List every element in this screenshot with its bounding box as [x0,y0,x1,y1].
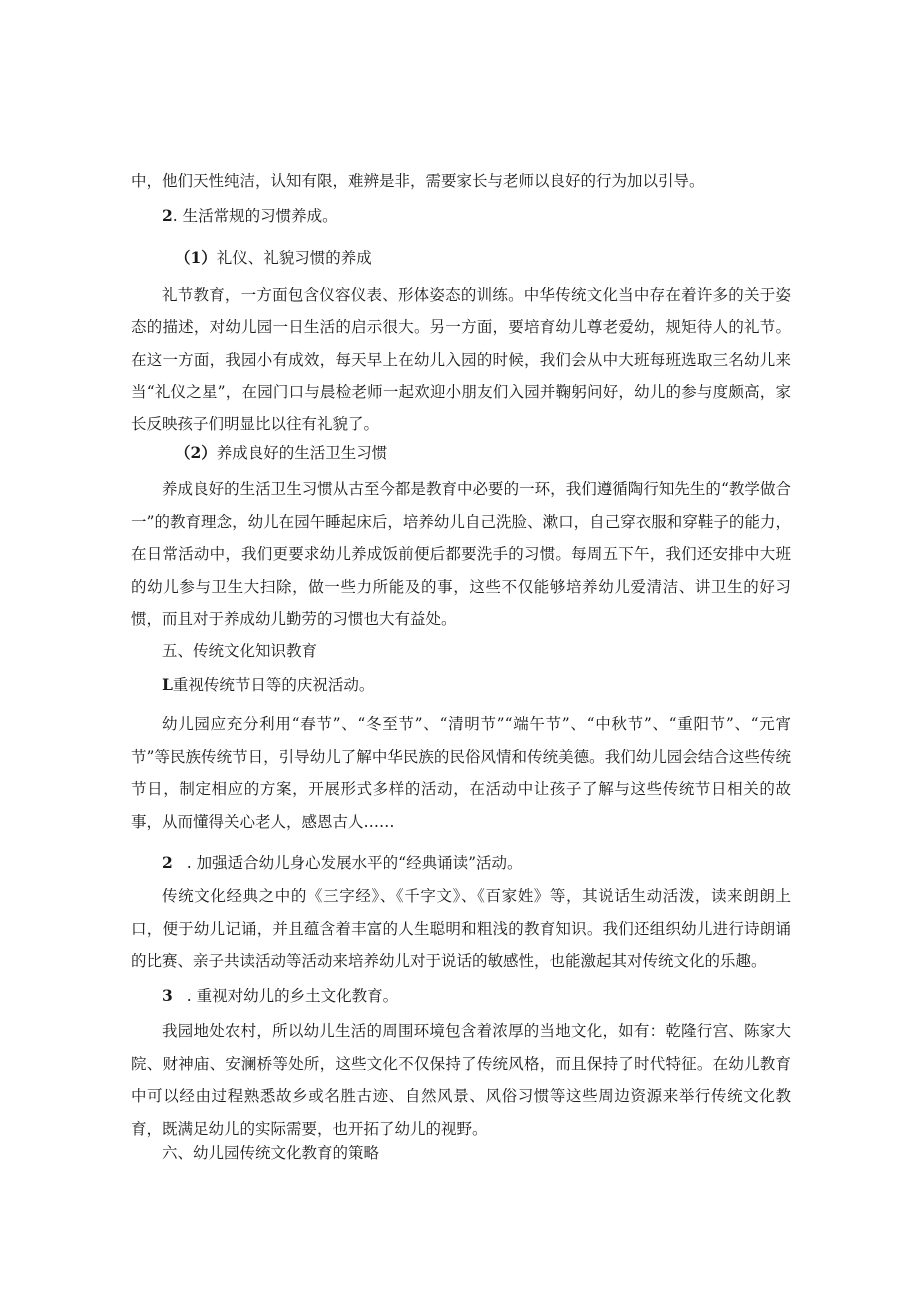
section-6-title: 六、幼儿园传统文化教育的策略 [162,1144,380,1162]
heading-2-life-habits [162,205,338,227]
heading-local-culture [162,985,398,1007]
heading-number: 2 [162,206,173,225]
heading-number: 2 [162,853,173,872]
heading-text: 重视传统节日等的庆祝活动。 [172,676,375,694]
continued-line: 中，他们天性纯洁，认知有限，难辨是非，需要家长与老师以良好的行为加以引导。 [131,172,705,190]
subheading-number: （1） [175,248,217,267]
paragraph-classic-reading: 传统文化经典之中的《三字经》、《千字文》、《百家姓》等，其说话生动活泼，读来朗朗上口，便于幼儿记诵，并且蕴含着丰富的人生聪明和粗浅的教育知识。我们还组织幼儿进行诗朗诵的比赛、亲子共读活动等活动来培养幼儿对于说话的敏感性，也能激起其对传统文化的乐趣。 [131,887,791,970]
section-5-title: 五、传统文化知识教育 [162,642,318,660]
subheading-number: （2） [175,443,217,462]
heading-classic-reading [162,852,523,874]
subheading-text: 养成良好的生活卫生习惯 [216,444,388,462]
paragraph-hygiene: 养成良好的生活卫生习惯从古至今都是教育中必要的一环，我们遵循陶行知先生的“教学做合一”的教育理念，幼儿在园午睡起床后，培养幼儿自己洗脸、漱口，自己穿衣服和穿鞋子的能力，在日常活动中，我们更要求幼儿养成饭前便后都要洗手的习惯。每周五下午，我们还安排中大班的幼儿参与卫生大扫除，做一些力所能及的事，这些不仅能够培养幼儿爱清洁、讲卫生的好习惯，而且对于养成幼儿勤劳的习惯也大有益处。 [131,480,791,628]
heading-text: . 生活常规的习惯养成。 [172,207,338,225]
paragraph-local-culture: 我园地处农村，所以幼儿生活的周围环境包含着浓厚的当地文化，如有：乾隆行宫、陈家大院、财神庙、安澜桥等处所，这些文化不仅保持了传统风格，而且保持了时代特征。在幼儿教育中可以经由过程熟悉故乡或名胜古迹、自然风景、风俗习惯等这些周边资源来举行传统文化教育，既满足幼儿的实际需要，也开拓了幼儿的视野。 [131,1022,791,1138]
paragraph-etiquette: 礼节教育，一方面包含仪容仪表、形体姿态的训练。中华传统文化当中存在着许多的关于姿态的描述，对幼儿园一日生活的启示很大。另一方面，要培育幼儿尊老爱幼，规矩待人的礼节。在这一方面，我园小有成效，每天早上在幼儿入园的时候，我们会从中大班每班选取三名幼儿来当“礼仪之星”，在园门口与晨检老师一起欢迎小朋友们入园并鞠躬问好，幼儿的参与度颇高，家长反映孩子们明显比以往有礼貌了。 [131,286,791,434]
paragraph-festivals: 幼儿园应充分利用“春节”、“冬至节”、“清明节”“端午节”、“中秋节”、“重阳节”、“元宵节”等民族传统节日，引导幼儿了解中华民族的民俗风情和传统美德。我们幼儿园会结合这些传统节日，制定相应的方案，开展形式多样的活动，在活动中让孩子了解与这些传统节日相关的故事，从而懂得关心老人，感恩古人…… [131,715,791,831]
subheading-etiquette [175,247,372,269]
subheading-text: 礼仪、礼貌习惯的养成 [216,249,372,267]
heading-number: L [162,675,173,694]
heading-number: 3 [162,986,173,1005]
heading-festivals [162,674,374,696]
subheading-hygiene [175,442,387,464]
heading-text: . 重视对幼儿的乡土文化教育。 [186,987,399,1005]
heading-text: . 加强适合幼儿身心发展水平的“经典诵读”活动。 [186,854,523,872]
